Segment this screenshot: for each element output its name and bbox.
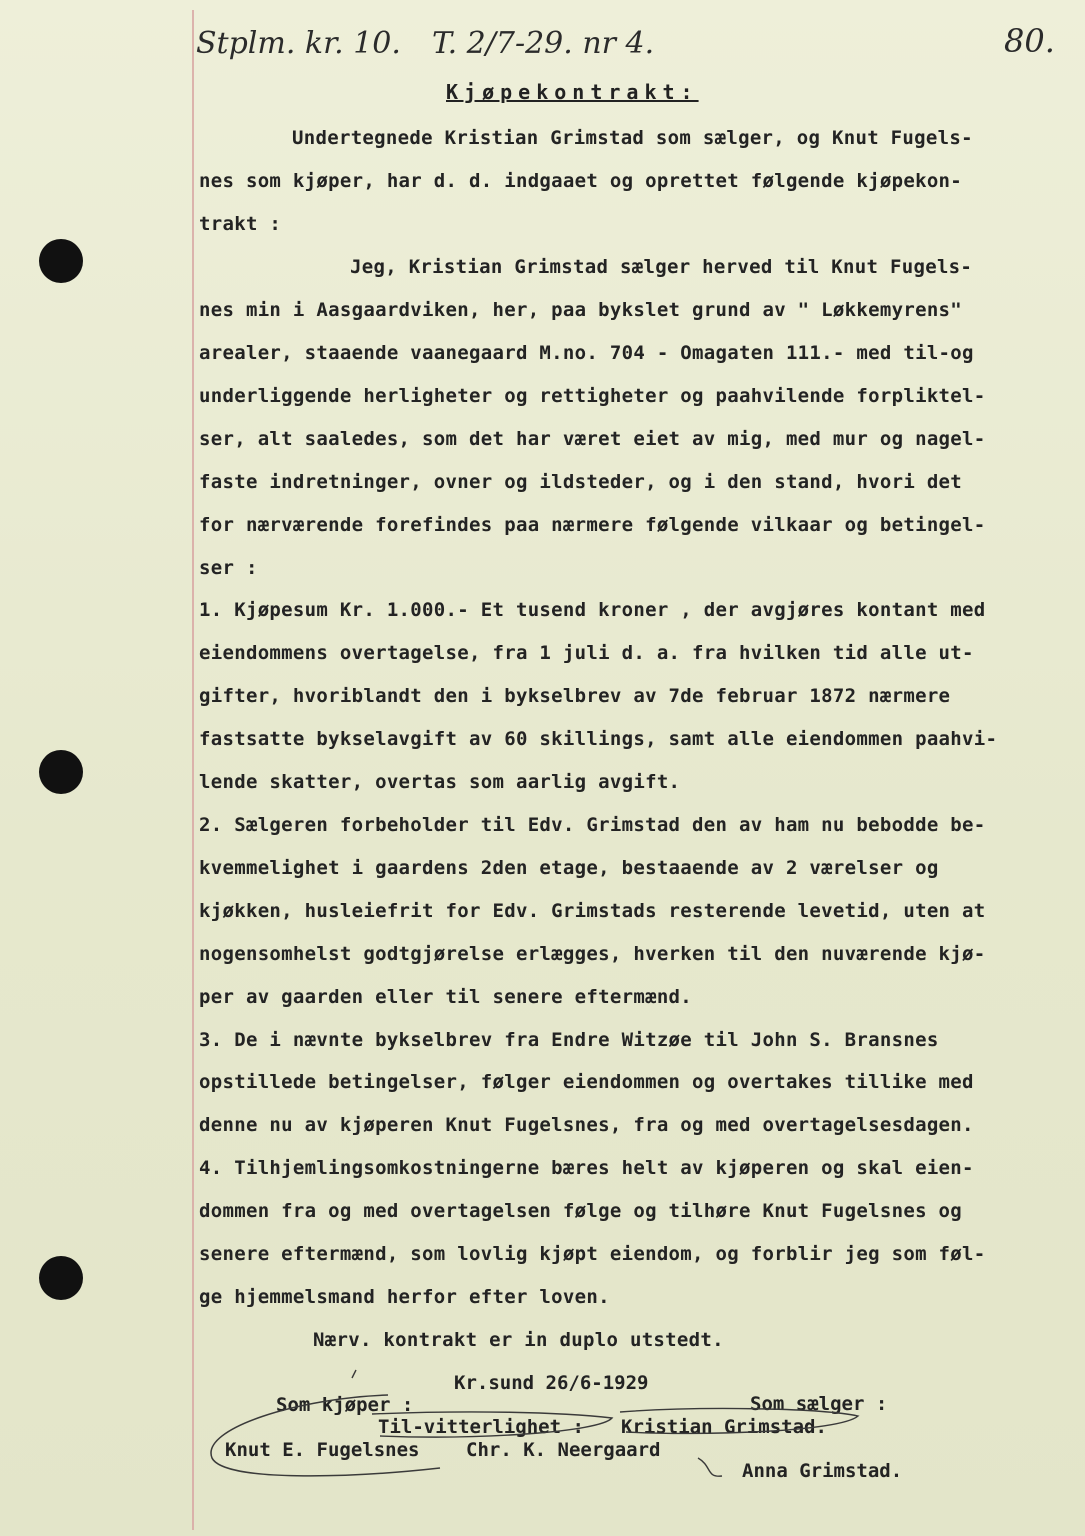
seller-signature: Kristian Grimstad.	[621, 1416, 827, 1438]
body-line: arealer, staaende vaanegaard M.no. 704 - Omagaten 111.- med til-og	[199, 342, 974, 364]
page-number: 80.	[1004, 22, 1055, 60]
body-line: ge hjemmelsmand herfor efter loven.	[199, 1286, 610, 1308]
body-line: gifter, hvoriblandt den i bykselbrev av 7de februar 1872 nærmere	[199, 685, 951, 707]
body-line: denne nu av kjøperen Knut Fugelsnes, fra og med overtagelsesdagen.	[199, 1114, 974, 1136]
witness-signature-flourish	[372, 1412, 612, 1437]
body-line: nogensomhelst godtgjørelse erlægges, hverken til den nuværende kjø-	[199, 943, 986, 965]
body-line: 4. Tilhjemlingsomkostningerne bæres helt av kjøperen og skal eien-	[199, 1157, 974, 1179]
witness-signature: Chr. K. Neergaard	[466, 1439, 661, 1461]
body-line: 2. Sælgeren forbeholder til Edv. Grimstad den av ham nu bebodde be-	[199, 814, 986, 836]
body-line: 1. Kjøpesum Kr. 1.000.- Et tusend kroner , der avgjøres kontant med	[199, 599, 986, 621]
body-line: Jeg, Kristian Grimstad sælger herved til Knut Fugels-	[350, 256, 973, 278]
witness-label: Til-vitterlighet :	[378, 1416, 584, 1438]
registration-note: T. 2/7-29. nr 4.	[432, 26, 655, 61]
body-line: underliggende herligheter og rettigheter og paahvilende forpliktel-	[199, 385, 986, 407]
body-line: dommen fra og med overtagelsen følge og tilhøre Knut Fugelsnes og	[199, 1200, 963, 1222]
body-line: senere eftermænd, som lovlig kjøpt eiendom, og forblir jeg som føl-	[199, 1243, 986, 1265]
body-line: trakt :	[199, 213, 282, 235]
body-line: opstillede betingelser, følger eiendommen og overtakes tillike med	[199, 1071, 974, 1093]
body-line: nes som kjøper, har d. d. indgaaet og oprettet følgende kjøpekon-	[199, 170, 963, 192]
body-line: lende skatter, overtas som aarlig avgift.	[199, 771, 681, 793]
buyer-label: Som kjøper :	[276, 1394, 414, 1416]
seller-label: Som sælger :	[750, 1393, 888, 1415]
second-seller-signature: Anna Grimstad.	[742, 1460, 903, 1482]
body-line: Nærv. kontrakt er in duplo utstedt.	[313, 1329, 724, 1351]
body-line: faste indretninger, ovner og ildsteder, og i den stand, hvori det	[199, 471, 963, 493]
second-seller-flourish	[698, 1458, 722, 1476]
body-line: kvemmelighet i gaardens 2den etage, bestaaende av 2 værelser og	[199, 857, 939, 879]
body-line: 3. De i nævnte bykselbrev fra Endre Witzøe til John S. Bransnes	[199, 1029, 939, 1051]
document-title: Kjøpekontrakt:	[446, 80, 699, 104]
buyer-signature: Knut E. Fugelsnes	[225, 1439, 420, 1461]
body-line: Undertegnede Kristian Grimstad som sælger, og Knut Fugels-	[292, 127, 973, 149]
body-line: kjøkken, husleiefrit for Edv. Grimstads resterende levetid, uten at	[199, 900, 986, 922]
body-line: per av gaarden eller til senere eftermænd.	[199, 986, 693, 1008]
body-line: nes min i Aasgaardviken, her, paa bykslet grund av " Løkkemyrens"	[199, 299, 963, 321]
body-line: eiendommens overtagelse, fra 1 juli d. a. fra hvilken tid alle ut-	[199, 642, 974, 664]
buyer-signature-flourish	[211, 1395, 440, 1476]
place-date: Kr.sund 26/6-1929	[454, 1372, 649, 1394]
body-line: for nærværende forefindes paa nærmere følgende vilkaar og betingel-	[199, 514, 986, 536]
body-line: ser, alt saaledes, som det har været eiet av mig, med mur og nagel-	[199, 428, 986, 450]
seller-signature-flourish	[620, 1409, 858, 1434]
body-line: fastsatte bykselavgift av 60 skillings, samt alle eiendommen paahvi-	[199, 728, 998, 750]
pen-tick-mark	[352, 1370, 356, 1378]
body-line: ser :	[199, 557, 258, 579]
stamp-fee-note: Stplm. kr. 10.	[196, 26, 401, 61]
